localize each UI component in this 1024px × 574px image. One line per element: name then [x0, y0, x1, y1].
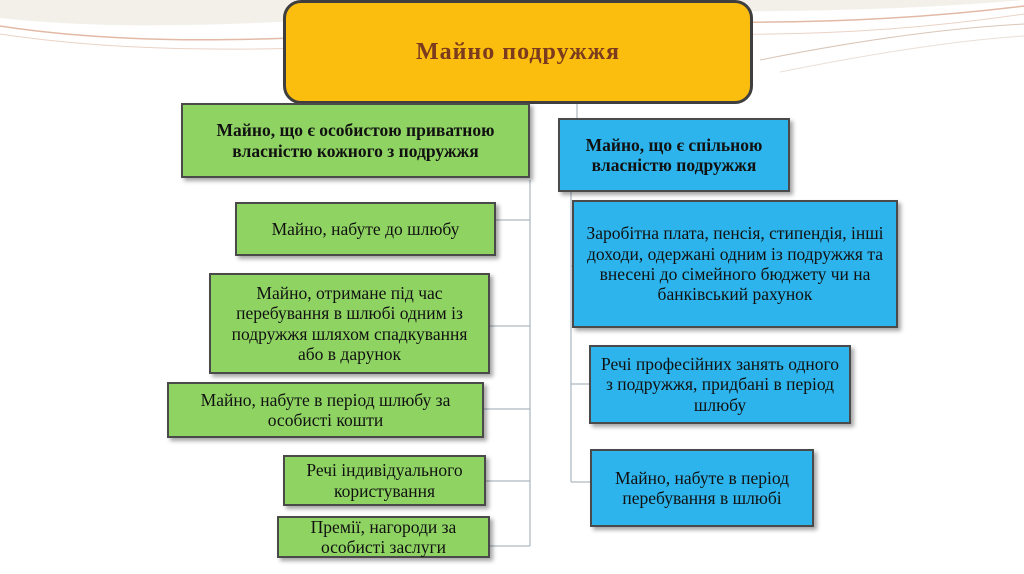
personal-item-before-marriage: Майно, набуте до шлюбу: [235, 202, 496, 256]
joint-item-income: Заробітна плата, пенсія, стипендія, інші доходи, одержані одним із подружжя та внесені до сімейного бюджету чи на банківський рахунок: [572, 200, 898, 328]
joint-item-professional-items: Речі професійних занять одного з подружжя, придбані в період шлюбу: [589, 345, 851, 424]
personal-item-individual-use: Речі індивідуального користування: [283, 455, 486, 506]
personal-item-awards: Премії, нагороди за особисті заслуги: [277, 516, 490, 558]
joint-property-header: Майно, що є спільною власністю подружжя: [558, 118, 790, 192]
personal-property-header: Майно, що є особистою приватною власністю кожного з подружжя: [181, 103, 530, 178]
diagram-title: Майно подружжя: [283, 0, 753, 104]
personal-item-inheritance-gift: Майно, отримане під час перебування в шлюбі одним із подружжя шляхом спадкування або в дарунок: [209, 273, 490, 374]
joint-item-acquired-during-marriage: Майно, набуте в період перебування в шлюбі: [590, 449, 814, 527]
personal-item-personal-funds: Майно, набуте в період шлюбу за особисті кошти: [167, 382, 484, 438]
